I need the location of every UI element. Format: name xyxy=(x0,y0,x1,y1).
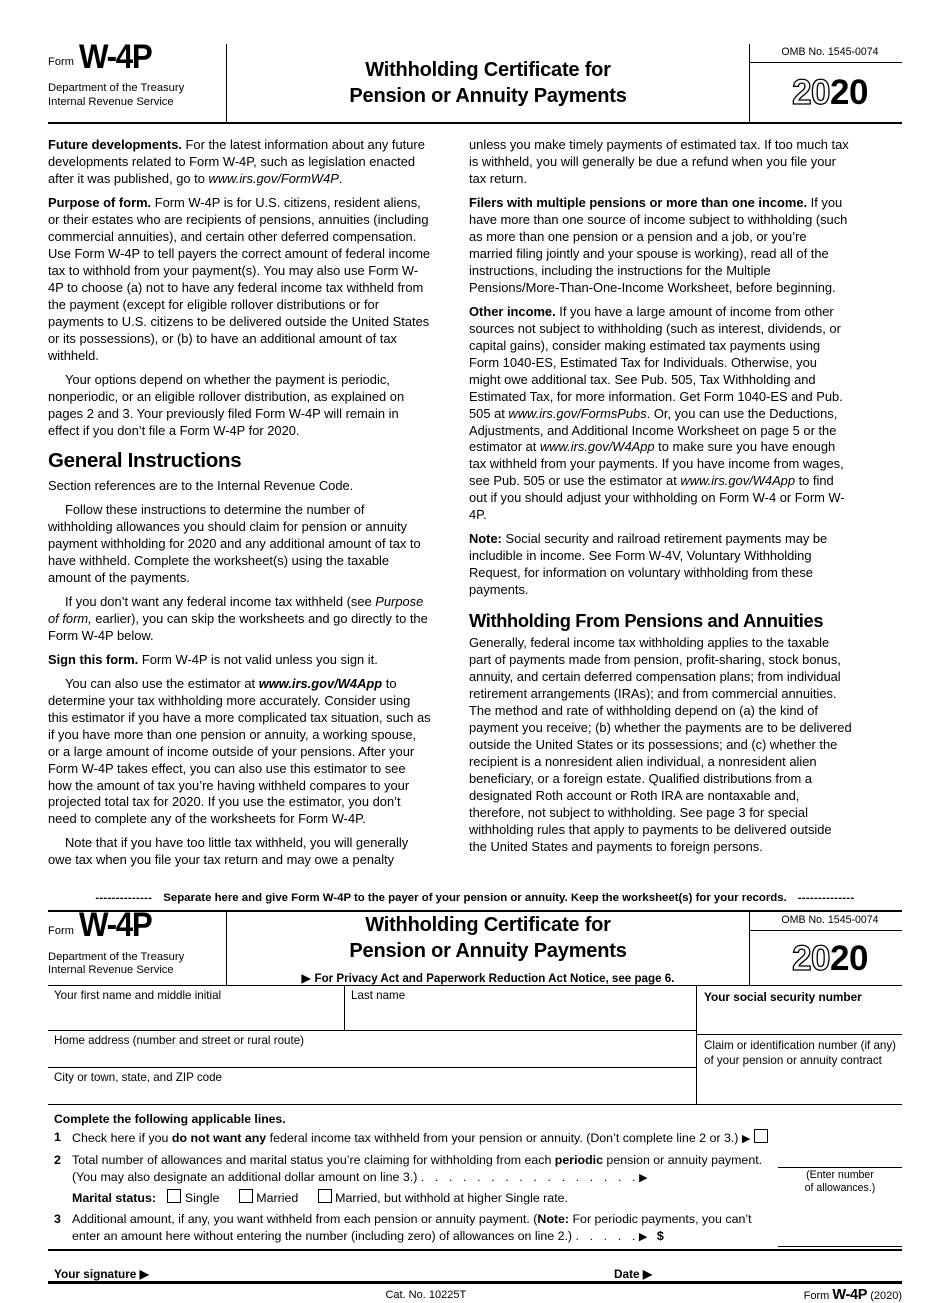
footer-form-year: (2020) xyxy=(870,1289,902,1302)
home-address-label: Home address (number and street or rural route) xyxy=(54,1034,305,1048)
marital-status-label: Marital status: xyxy=(72,1191,156,1206)
other-income-text-2: . Or, you can use the Deductions, Adjustments, and Additional Income Worksheet on page 5 or the estimator at xyxy=(469,405,838,455)
tax-year-suffix: 20 xyxy=(830,73,868,112)
line-1-arrow-icon: ▶ xyxy=(741,1133,751,1146)
omb-number: OMB No. 1545-0074 xyxy=(750,44,902,63)
paragraph-future-developments: Future developments. For the latest information about any future developments related to Form W-4P, such as legislation enacted after it was published, go to www.irs.gov/FormW4P. xyxy=(48,137,425,186)
dollar-sign: $ xyxy=(656,1228,664,1243)
detachable-year-prefix: 20 xyxy=(792,938,830,978)
form-title-line-1: Withholding Certificate for xyxy=(365,59,611,81)
paragraph-penalty: Note that if you have too little tax withheld, you will generally owe tax when you file your tax return and may owe a penalty xyxy=(48,835,409,868)
privacy-act-notice xyxy=(302,971,675,985)
line-3-amount-rule[interactable] xyxy=(778,1246,902,1247)
city-state-zip-field[interactable] xyxy=(48,1068,696,1104)
paragraph-multiple-pensions xyxy=(469,195,852,297)
line-3-text-a: Additional amount, if any, you want withheld from each pension or annuity payment. ( xyxy=(72,1211,538,1226)
name-row xyxy=(48,986,696,1031)
ssn-field[interactable] xyxy=(697,986,902,1035)
detachable-form-word: Form xyxy=(48,924,75,937)
marital-higher-rate-checkbox[interactable] xyxy=(318,1189,332,1203)
paragraph-withholding-general: Generally, federal income tax withholding applies to the taxable part of payments made from pension, profit-sharing, stock bonus, annuity, and certain deferred compensation plans; from individual retirement arrangements (IRAs); and from commercial annuities. The method and rate of withholding depend on (a) the kind of payment you receive; (b) whether the payments are to be delivered outside the United States or its possessions; and (c) whether the recipient is a nonresident alien individual, a nonresident alien beneficiary, or a foreign estate. Qualified distributions from a designated Roth account or Roth IRA are nontaxable and, therefore, not subject to withholding. See page 3 for special withholding rules that apply to payments to be delivered outside the United States and payments to foreign persons. xyxy=(469,635,852,854)
city-state-zip-label: City or town, state, and ZIP code xyxy=(54,1071,222,1085)
last-name-label: Last name xyxy=(351,989,406,1003)
detachable-agency-label xyxy=(48,951,218,978)
purpose-of-form-reference: Purpose of form, xyxy=(48,593,424,626)
future-developments-text: For the latest information about any future developments related to Form W-4P, such as legislation enacted after it was published, go to xyxy=(48,137,425,186)
paragraph-estimator xyxy=(48,676,431,829)
paragraph-penalty-continued: unless you make timely payments of estimated tax. If too much tax is withheld, you will generally be due a refund when you file your tax return. xyxy=(469,137,849,186)
omb-year-block xyxy=(750,44,902,122)
instructions-left-column xyxy=(48,137,431,876)
line-3-text-b: For periodic payments, you can’t enter an amount here without entering the number (including zero) of allowances on line 2.) xyxy=(72,1211,752,1243)
line-3-arrow-icon: ▶ xyxy=(638,1230,648,1243)
detachable-identity xyxy=(48,906,227,985)
marital-married-checkbox[interactable] xyxy=(239,1189,253,1203)
marital-status-row xyxy=(72,1189,770,1207)
purpose-text: Form W-4P is for U.S. citizens, resident aliens, or their estates who are recipients of pensions, annuities (including commercial annuities), and certain other deferred compensation. Use Form W-4P to tell payers the correct amount of federal income tax to withhold from your payment(s). You may also use Form W-4P to choose (a) not to have any federal income tax withheld from the payment (except for eligible rollover distributions or for payments to U.S. citizens to be delivered outside the United States or its possessions), or (b) to have an additional amount of tax withheld. xyxy=(48,194,431,363)
line-3 xyxy=(48,1210,902,1249)
masthead-identity xyxy=(48,38,227,122)
claim-number-field[interactable] xyxy=(697,1035,902,1068)
w4app-estimator-url[interactable]: www.irs.gov/W4App xyxy=(258,675,383,691)
footer-form-number: W-4P xyxy=(832,1286,868,1303)
note-text: Social security and railroad retirement payments may be includible in income. See Form W-4V, Voluntary Withholding Request, for information on voluntary withholding from these payments. xyxy=(469,531,828,598)
paragraph-skip-worksheets xyxy=(48,594,431,645)
estimator-text-before: You can also use the estimator at xyxy=(65,675,259,691)
signature-field[interactable] xyxy=(54,1267,614,1281)
heading-general-instructions: General Instructions xyxy=(48,449,242,473)
detachable-title-block xyxy=(227,912,750,985)
signature-row xyxy=(48,1249,902,1281)
privacy-notice-text: For Privacy Act and Paperwork Reduction Act Notice, see page 6. xyxy=(314,971,675,985)
line-1-text xyxy=(72,1129,902,1147)
paragraph-follow-instructions: Follow these instructions to determine the number of withholding allowances you should claim for pension or annuity payment withholding for 2020 and any additional amount of tax to have withheld. Complete the worksheet(s) using the taxable amount of the payments. xyxy=(48,501,421,585)
applicable-lines xyxy=(48,1105,902,1248)
line-2 xyxy=(48,1151,902,1207)
instructions-right-column xyxy=(469,137,852,876)
form-number-label: W-4P xyxy=(79,38,152,76)
line-1-checkbox[interactable] xyxy=(754,1129,768,1143)
detachable-agency-line-2: Internal Revenue Service xyxy=(48,964,174,977)
line-2-number: 2 xyxy=(54,1153,61,1168)
complete-lines-heading: Complete the following applicable lines. xyxy=(54,1112,286,1127)
marital-single-label: Single xyxy=(184,1191,220,1206)
filers-multiple-label: Filers with multiple pensions or more than one income. xyxy=(469,194,808,210)
line-1-text-a: Check here if you xyxy=(72,1131,172,1146)
allowances-entry xyxy=(778,1167,902,1194)
detachable-omb-year-block xyxy=(750,912,902,985)
line-2-text-a: Total number of allowances and marital status you’re claiming for withholding from each xyxy=(72,1153,555,1168)
detachable-title-line-2: Pension or Annuity Payments xyxy=(349,940,627,963)
form-page xyxy=(0,38,950,1303)
signature-label: Your signature xyxy=(54,1266,137,1281)
w4app-url-third[interactable]: www.irs.gov/W4App xyxy=(680,473,796,489)
date-field[interactable] xyxy=(614,1267,652,1281)
marital-higher-rate-label: Married, but withhold at higher Single rate. xyxy=(335,1191,568,1206)
paragraph-options: Your options depend on whether the payment is periodic, nonperiodic, or an eligible rollover distribution, as explained on pages 2 and 3. Your previously filed Form W-4P will remain in effect if you don’t file a Form W-4P for 2020. xyxy=(48,371,405,438)
formspubs-url[interactable]: www.irs.gov/FormsPubs xyxy=(508,405,647,421)
separator-dashes-left: -------------- xyxy=(95,892,153,905)
separate-here-notice xyxy=(48,892,902,904)
line-1 xyxy=(48,1128,902,1147)
allowances-caption-line-1: (Enter number xyxy=(806,1169,874,1182)
date-arrow-icon: ▶ xyxy=(642,1266,652,1281)
sign-form-label: Sign this form. xyxy=(48,651,139,667)
detachable-form xyxy=(48,906,902,1282)
other-income-label: Other income. xyxy=(469,303,556,319)
line-1-text-c: federal income tax withheld from your pension or annuity. (Don’t complete line 2 or 3.) xyxy=(266,1131,739,1146)
filers-multiple-text: If you have more than one source of income subject to withholding (such as more than one pension or a pension and a job, or you’re married filing jointly and your spouse is working), read all of the instructions, including the instructions for the Multiple Pensions/More-Than-One-Income Worksheet, before beginning. xyxy=(469,194,848,295)
detachable-omb-number: OMB No. 1545-0074 xyxy=(750,912,902,931)
marital-married-label: Married xyxy=(256,1191,299,1206)
w4app-url-second[interactable]: www.irs.gov/W4App xyxy=(539,439,655,455)
line-3-note-label: Note: xyxy=(537,1211,570,1226)
other-income-text-4: to find out if you should adjust your withholding on Form W-4 or Form W-4P. xyxy=(469,473,845,523)
line-1-number: 1 xyxy=(54,1130,61,1145)
claim-number-label: Claim or identification number (if any) of your pension or annuity contract xyxy=(704,1039,897,1067)
form-title-block xyxy=(227,44,750,122)
paragraph-section-references: Section references are to the Internal Revenue Code. xyxy=(48,478,354,494)
paragraph-sign-this-form xyxy=(48,652,431,669)
line-1-emphasis: do not want any xyxy=(171,1131,267,1146)
separator-dashes-right: -------------- xyxy=(797,892,855,905)
note-label: Note: xyxy=(469,531,502,547)
catalog-number: Cat. No. 10225T xyxy=(385,1288,467,1301)
form-word-label: Form xyxy=(48,56,75,69)
skip-text-after: earlier), you can skip the worksheets and go directly to the Form W-4P below. xyxy=(48,610,428,643)
taxpayer-fields-left xyxy=(48,986,696,1104)
other-income-text-1: If you have a large amount of income from other sources not subject to withholding (such as interest, dividends, or capital gains), consider making estimated tax payments using Form 1040-ES, Estimated Tax for Individuals. Otherwise, you might owe additional tax. See Pub. 505, Tax Withholding and Estimated Tax, for more information. Get Form 1040-ES and Pub. 505 at xyxy=(469,303,843,421)
paragraph-note-social-security xyxy=(469,531,852,599)
first-name-label: Your first name and middle initial xyxy=(54,989,222,1003)
detachable-form-header xyxy=(48,906,902,986)
date-label: Date xyxy=(614,1266,640,1281)
taxpayer-fields-right xyxy=(696,986,902,1104)
line-3-number: 3 xyxy=(54,1211,61,1226)
heading-withholding-pensions-annuities: Withholding From Pensions and Annuities xyxy=(469,610,824,632)
footer-form-identifier xyxy=(804,1287,902,1303)
detachable-title-line-1: Withholding Certificate for xyxy=(365,914,611,937)
detachable-form-number: W-4P xyxy=(79,906,152,945)
paragraph-purpose-of-form xyxy=(48,195,431,365)
separator-text: Separate here and give Form W-4P to the payer of your pension or annuity. Keep the worksheet(s) for your records. xyxy=(163,892,787,905)
home-address-field[interactable] xyxy=(48,1031,696,1068)
ssn-label: Your social security number xyxy=(704,990,862,1005)
marital-single-checkbox[interactable] xyxy=(167,1189,181,1203)
sign-form-text: Form W-4P is not valid unless you sign it. xyxy=(138,651,378,667)
agency-line-1: Department of the Treasury xyxy=(48,82,185,95)
future-developments-label: Future developments. xyxy=(48,137,182,152)
line-3-leader-dots: . . . . . xyxy=(575,1228,639,1243)
paragraph-other-income xyxy=(469,304,852,525)
footer-form-word: Form xyxy=(803,1289,830,1302)
detachable-year-suffix: 20 xyxy=(830,938,868,978)
last-name-field[interactable] xyxy=(345,986,696,1030)
right-triangle-icon: ▶ xyxy=(301,972,311,986)
taxpayer-fields xyxy=(48,986,902,1105)
detachable-agency-line-1: Department of the Treasury xyxy=(48,950,185,963)
agency-label xyxy=(48,82,218,109)
line-2-leader-dots: . . . . . . . . . . . . . . . . xyxy=(420,1170,640,1185)
instructions-columns xyxy=(48,137,902,876)
agency-line-2: Internal Revenue Service xyxy=(48,95,174,108)
purpose-label: Purpose of form. xyxy=(48,194,152,210)
skip-text-before: If you don’t want any federal income tax withheld (see xyxy=(65,593,376,609)
tax-year-prefix: 20 xyxy=(792,73,830,112)
line-2-text-c: pension or annuity payment. (You may also designate an additional dollar amount on line 3.) xyxy=(72,1153,763,1185)
allowances-caption xyxy=(778,1168,902,1194)
line-3-text xyxy=(72,1211,902,1245)
other-income-text-3: to make sure you have enough tax withheld from your payments. If you have income from wages, see Pub. 505 or use the estimator at xyxy=(469,439,844,489)
line-2-arrow-icon: ▶ xyxy=(639,1172,648,1185)
form-masthead xyxy=(48,38,902,124)
line-2-emphasis: periodic xyxy=(554,1153,603,1168)
signature-arrow-icon: ▶ xyxy=(139,1266,149,1281)
form-w4p-url[interactable]: www.irs.gov/FormW4P xyxy=(208,170,339,186)
estimator-text-after: to determine your tax withholding more accurately. Consider using this estimator if you have a more complicated tax situation, such as if you have more than one pension or annuity, a working spouse, or a large amount of income outside of your pensions. After your Form W-4P takes effect, you can also use this estimator to see how the amount of tax you’re having withheld compares to your projected total tax for 2020. If you use the estimator, you don’t need to complete any of the worksheets for Form W-4P. xyxy=(48,675,431,827)
form-footer xyxy=(48,1283,902,1303)
allowances-caption-line-2: of allowances.) xyxy=(804,1182,876,1195)
form-title-line-2: Pension or Annuity Payments xyxy=(349,85,627,107)
first-name-field[interactable] xyxy=(48,986,345,1030)
